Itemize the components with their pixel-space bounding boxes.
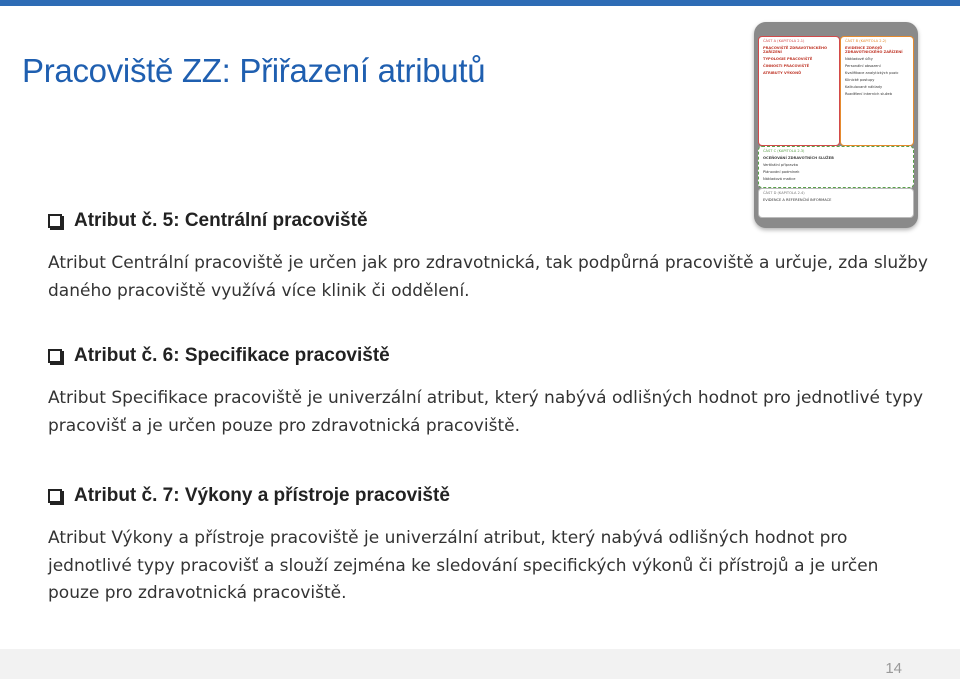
section-heading-text: Atribut č. 5: Centrální pracoviště bbox=[74, 210, 368, 231]
section-heading-text: Atribut č. 6: Specifikace pracoviště bbox=[74, 345, 390, 366]
diagram-line: Vertikální přípravka bbox=[763, 163, 798, 167]
diagram-line: ATRIBUTY VÝKONŮ bbox=[763, 71, 802, 75]
slide-title: Pracoviště ZZ: Přiřazení atributů bbox=[22, 52, 486, 89]
section-body: Atribut Centrální pracoviště je určen jak pro zdravotnická, tak podpůrná pracoviště a určuje, zda služby daného pracoviště využívá více klinik či oddělení. bbox=[48, 253, 928, 301]
section-heading bbox=[48, 210, 928, 232]
diagram-line: Personální obsazení bbox=[845, 64, 881, 68]
section-heading-text: Atribut č. 7: Výkony a přístroje pracoviště bbox=[74, 485, 450, 506]
diagram-part-c-header: ČÁST C (KAPITOLA 2.3) bbox=[763, 149, 805, 153]
section-body: Atribut Výkony a přístroje pracoviště je univerzální atribut, který nabývá odlišných hodnot pro jednotlivé typy pracovišť a slouží zejména ke sledování specifických výkonů či přístrojů a je určen pouze pro zdravotnická pracoviště. bbox=[48, 528, 879, 603]
diagram-line: Rozdělení interních služeb bbox=[845, 92, 893, 96]
diagram-line: PRACOVIŠTĚ ZDRAVOTNICKÉHO ZAŘÍZENÍ bbox=[763, 46, 828, 54]
section-attribute-5 bbox=[48, 210, 928, 305]
top-accent-bar bbox=[0, 0, 960, 6]
checkbox-bullet-icon bbox=[48, 489, 62, 503]
diagram-line: OCEŇOVÁNÍ ZDRAVOTNÍCH SLUŽEB bbox=[763, 156, 834, 160]
diagram-line: Nákladové účty bbox=[845, 57, 873, 61]
diagram-part-b-header: ČÁST B (KAPITOLA 2.2) bbox=[845, 39, 887, 43]
diagram-line: Klinické postupy bbox=[845, 78, 875, 82]
diagram-line: TYPOLOGIE PRACOVIŠTĚ bbox=[763, 57, 813, 61]
section-body: Atribut Specifikace pracoviště je univerzální atribut, který nabývá odlišných hodnot pro jednotlivé typy pracovišť a je určen pouze pro zdravotnická pracoviště. bbox=[48, 388, 924, 436]
diagram-line: Kalkulované náklady bbox=[845, 85, 883, 89]
diagram-line: ČINNOSTI PRACOVIŠTĚ bbox=[763, 64, 810, 68]
diagram-part-d-header: ČÁST D (KAPITOLA 2.4) bbox=[763, 191, 805, 195]
page-number: 14 bbox=[885, 660, 902, 677]
diagram-part-a-header: ČÁST A (KAPITOLA 2.1) bbox=[763, 39, 805, 43]
section-heading bbox=[48, 485, 928, 507]
diagram-part-a bbox=[758, 36, 840, 146]
diagram-line: EVIDENCE ZDROJŮ ZDRAVOTNICKÉHO ZAŘÍZENÍ bbox=[845, 46, 903, 54]
section-attribute-7 bbox=[48, 485, 928, 608]
diagram-line: Nákladová matice bbox=[763, 177, 796, 181]
checkbox-bullet-icon bbox=[48, 214, 62, 228]
diagram-line: Kvalifikace analytických pozic bbox=[845, 71, 899, 75]
section-heading bbox=[48, 345, 928, 367]
diagram-part-b bbox=[840, 36, 914, 146]
diagram-line: EVIDENCE A REFERENČNÍ INFORMACE bbox=[763, 198, 832, 202]
diagram-part-c bbox=[758, 146, 914, 188]
checkbox-bullet-icon bbox=[48, 349, 62, 363]
diagram-line: Plánování podmínek bbox=[763, 170, 800, 174]
section-attribute-6 bbox=[48, 345, 928, 440]
footer-bar bbox=[0, 649, 960, 679]
methodology-diagram-thumbnail bbox=[754, 22, 918, 228]
